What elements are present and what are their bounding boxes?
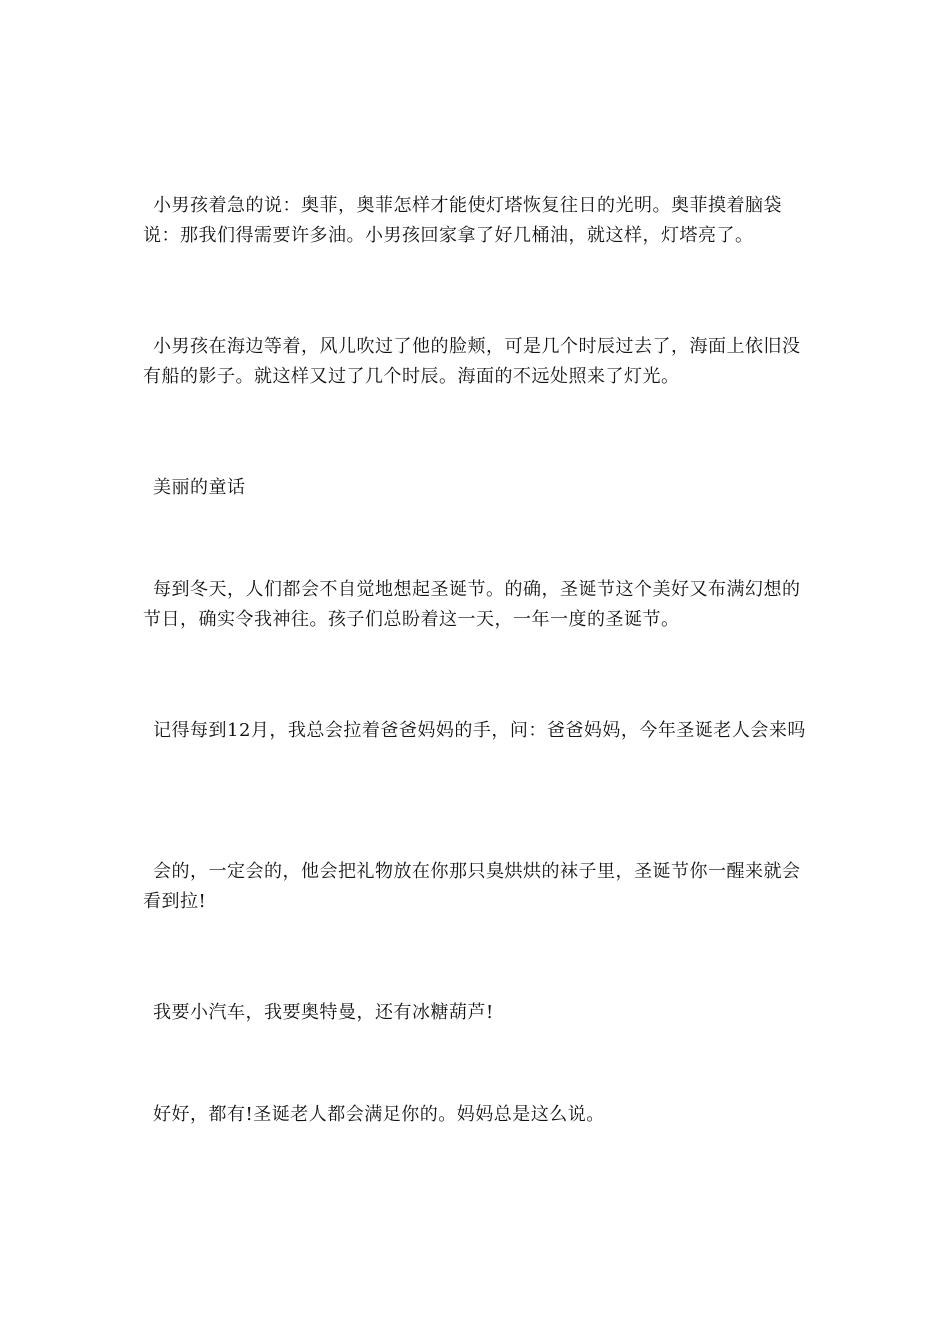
paragraph-5: 会的，一定会的，他会把礼物放在你那只臭烘烘的袜子里，圣诞节你一醒来就会看到拉! — [143, 861, 801, 912]
paragraph-1: 小男孩着急的说：奥菲，奥菲怎样才能使灯塔恢复往日的光明。奥菲摸着脑袋说：那我们得需要许多油。小男孩回家拿了好几桶油，就这样，灯塔亮了。 — [143, 195, 782, 246]
paragraph-2: 小男孩在海边等着，风儿吹过了他的脸颊，可是几个时辰过去了，海面上依旧没有船的影子。就这样又过了几个时辰。海面的不远处照来了灯光。 — [143, 336, 801, 387]
paragraph-3: 每到冬天，人们都会不自觉地想起圣诞节。的确，圣诞节这个美好又布满幻想的节日，确实令我神往。孩子们总盼着这一天，一年一度的圣诞节。 — [143, 579, 801, 630]
paragraph-7: 好好，都有!圣诞老人都会满足你的。妈妈总是这么说。 — [153, 1104, 605, 1125]
paragraph-6: 我要小汽车，我要奥特曼，还有冰糖葫芦! — [153, 1002, 494, 1023]
section-heading: 美丽的童话 — [153, 477, 246, 498]
paragraph-4: 记得每到12月，我总会拉着爸爸妈妈的手，问：爸爸妈妈，今年圣诞老人会来吗 — [153, 720, 806, 741]
